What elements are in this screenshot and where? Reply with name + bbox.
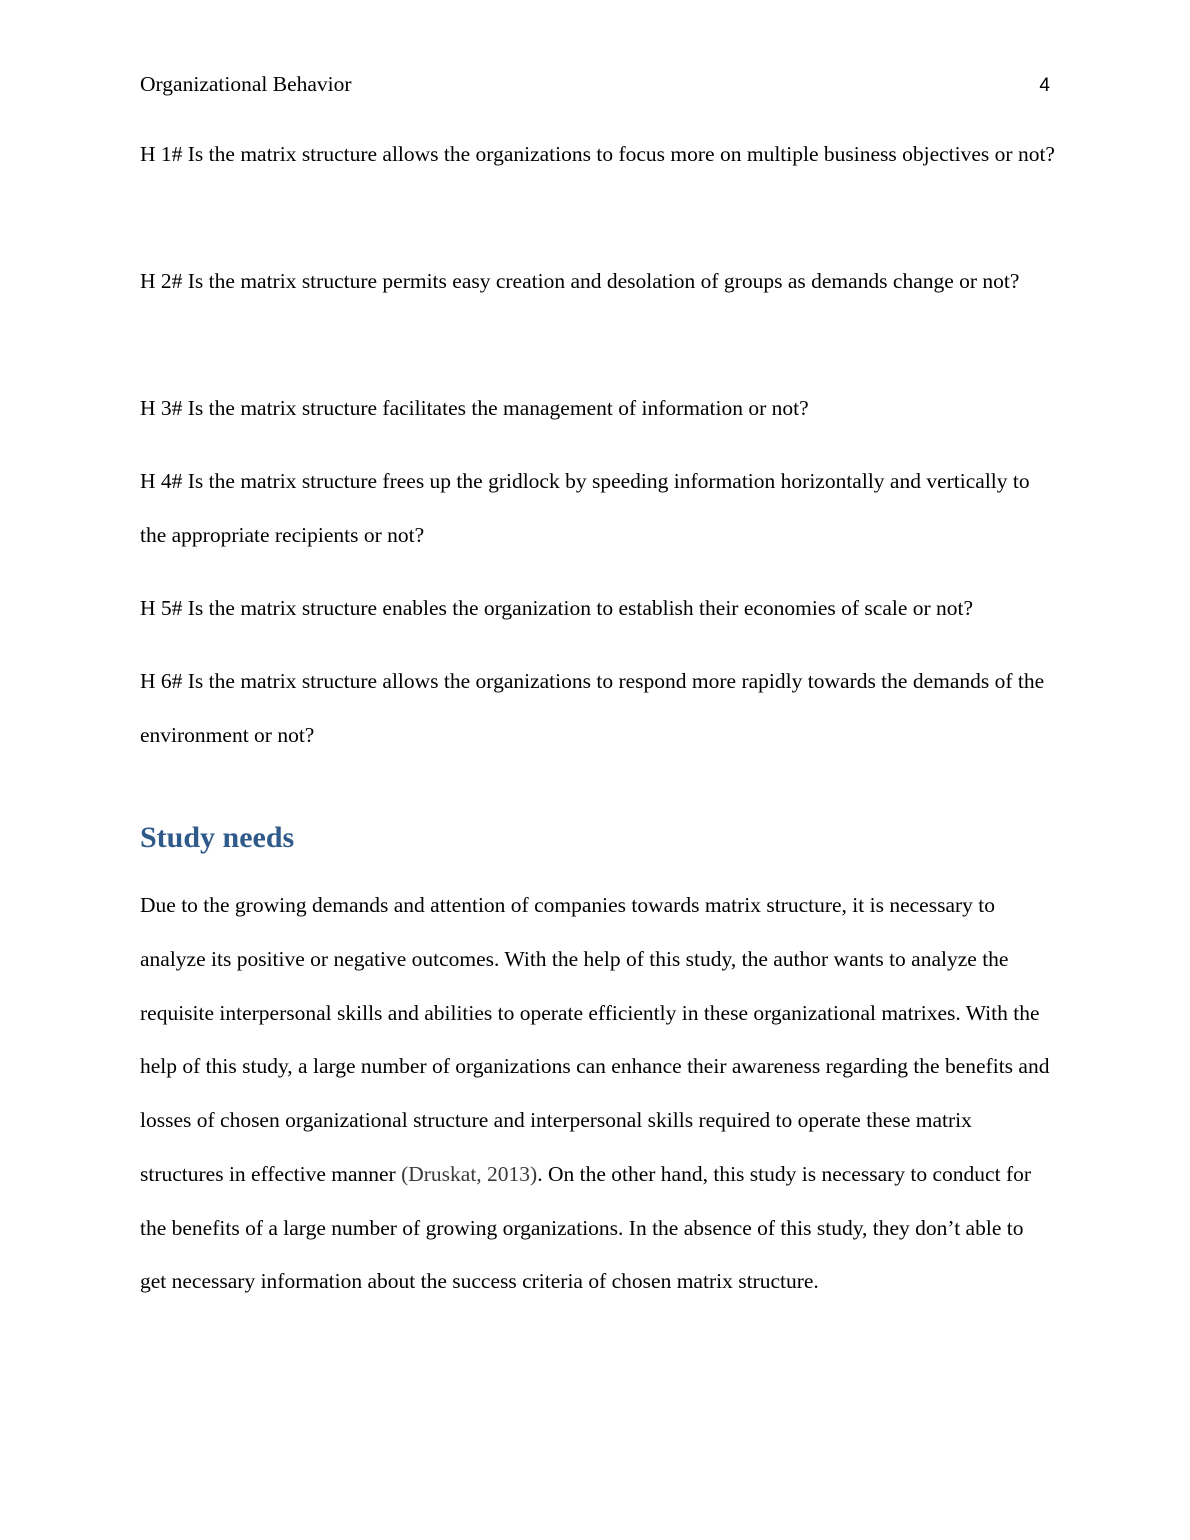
section-heading-study-needs: Study needs (140, 821, 295, 854)
hypothesis-6: H 6# Is the matrix structure allows the organizations to respond more rapidly towards the demands of the environment or not? (140, 669, 1045, 747)
study-needs-paragraph (140, 879, 1055, 1309)
hypothesis-1: H 1# Is the matrix structure allows the organizations to focus more on multiple business objectives or not? (140, 142, 1055, 166)
page-number: 4 (1039, 75, 1050, 96)
hypothesis-3: H 3# Is the matrix structure facilitates the management of information or not? (140, 396, 809, 420)
hypothesis-4: H 4# Is the matrix structure frees up the gridlock by speeding information horizontally and vertically to the appropriate recipients or not? (140, 469, 1030, 547)
paragraph-text-before-citation: Due to the growing demands and attention of companies towards matrix structure, it is necessary to analyze its positive or negative outcomes. With the help of this study, the author wants to analyze the requisite interpersonal skills and abilities to operate efficiently in these organizational matrixes. With the help of this study, a large number of organizations can enhance their awareness regarding the benefits and losses of chosen organizational structure and interpersonal skills required to operate these matrix structures in effective manner (140, 893, 1050, 1186)
hypothesis-2: H 2# Is the matrix structure permits easy creation and desolation of groups as demands change or not? (140, 269, 1020, 293)
citation-druskat-2013: (Druskat, 2013) (401, 1161, 538, 1186)
running-head: Organizational Behavior (140, 72, 352, 96)
hypothesis-5: H 5# Is the matrix structure enables the organization to establish their economies of scale or not? (140, 596, 974, 620)
paragraph-text-after-citation: . On the other hand, this study is necessary to conduct for the benefits of a large number of growing organizations. In the absence of this study, they don’t able to get necessary information about the success criteria of chosen matrix structure. (140, 1161, 1032, 1294)
